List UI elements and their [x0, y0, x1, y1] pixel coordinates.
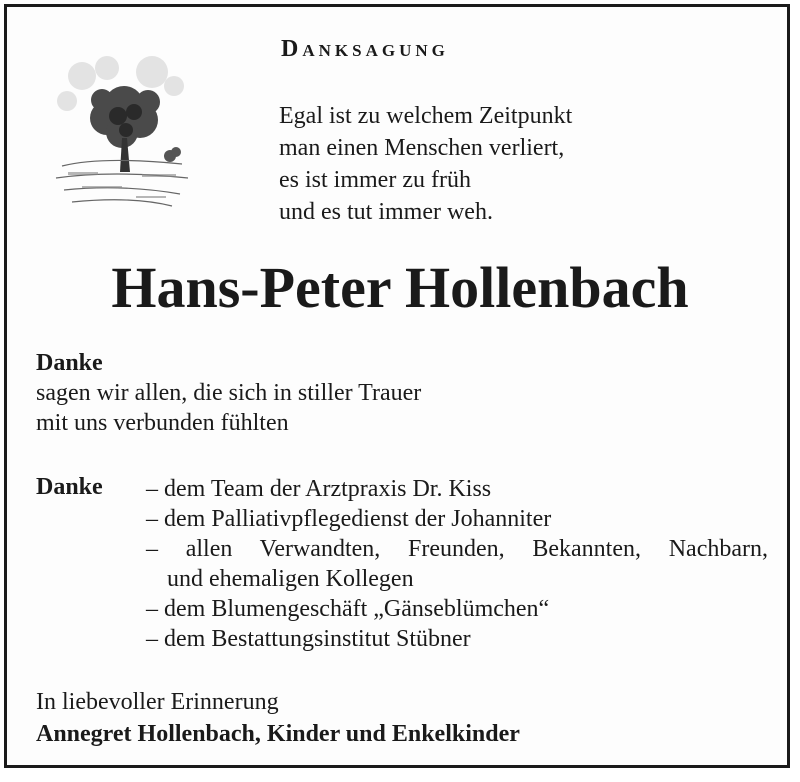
- poem: [279, 100, 572, 228]
- deceased-name: Hans-Peter Hollenbach: [111, 255, 689, 320]
- poem-line: es ist immer zu früh: [279, 167, 471, 193]
- thanks-list-item: – dem Palliativpflegedienst der Johanniter: [146, 506, 552, 532]
- tree-landscape-icon: [52, 46, 192, 216]
- thanks-intro: [36, 348, 421, 438]
- thanks-list-item: – dem Blumengeschäft „Gänseblümchen“: [146, 596, 550, 622]
- thanks-list-item: – dem Bestattungsinstitut Stübner: [146, 626, 471, 652]
- closing: [36, 686, 520, 750]
- notice-heading: Danksagung: [281, 36, 449, 62]
- thanks-list-item: – allen Verwandten, Freunden, Bekannten, Nachbarn,: [146, 536, 768, 562]
- thanks-intro-label: Danke: [36, 350, 103, 376]
- closing-line: In liebevoller Erinnerung: [36, 689, 279, 715]
- thanks-list-label: Danke: [36, 474, 103, 500]
- thanks-intro-line: sagen wir allen, die sich in stiller Trauer: [36, 380, 422, 406]
- thanks-intro-line: mit uns verbunden fühlten: [36, 410, 289, 436]
- thanks-list-item: – dem Team der Arztpraxis Dr. Kiss: [146, 476, 492, 502]
- poem-line: und es tut immer weh.: [279, 199, 493, 225]
- thanks-list: [146, 474, 768, 654]
- signature: Annegret Hollenbach, Kinder und Enkelkinder: [36, 721, 520, 747]
- poem-line: Egal ist zu welchem Zeitpunkt: [279, 103, 573, 129]
- poem-line: man einen Menschen verliert,: [279, 135, 565, 161]
- thanks-list-item-continuation: und ehemaligen Kollegen: [167, 566, 414, 592]
